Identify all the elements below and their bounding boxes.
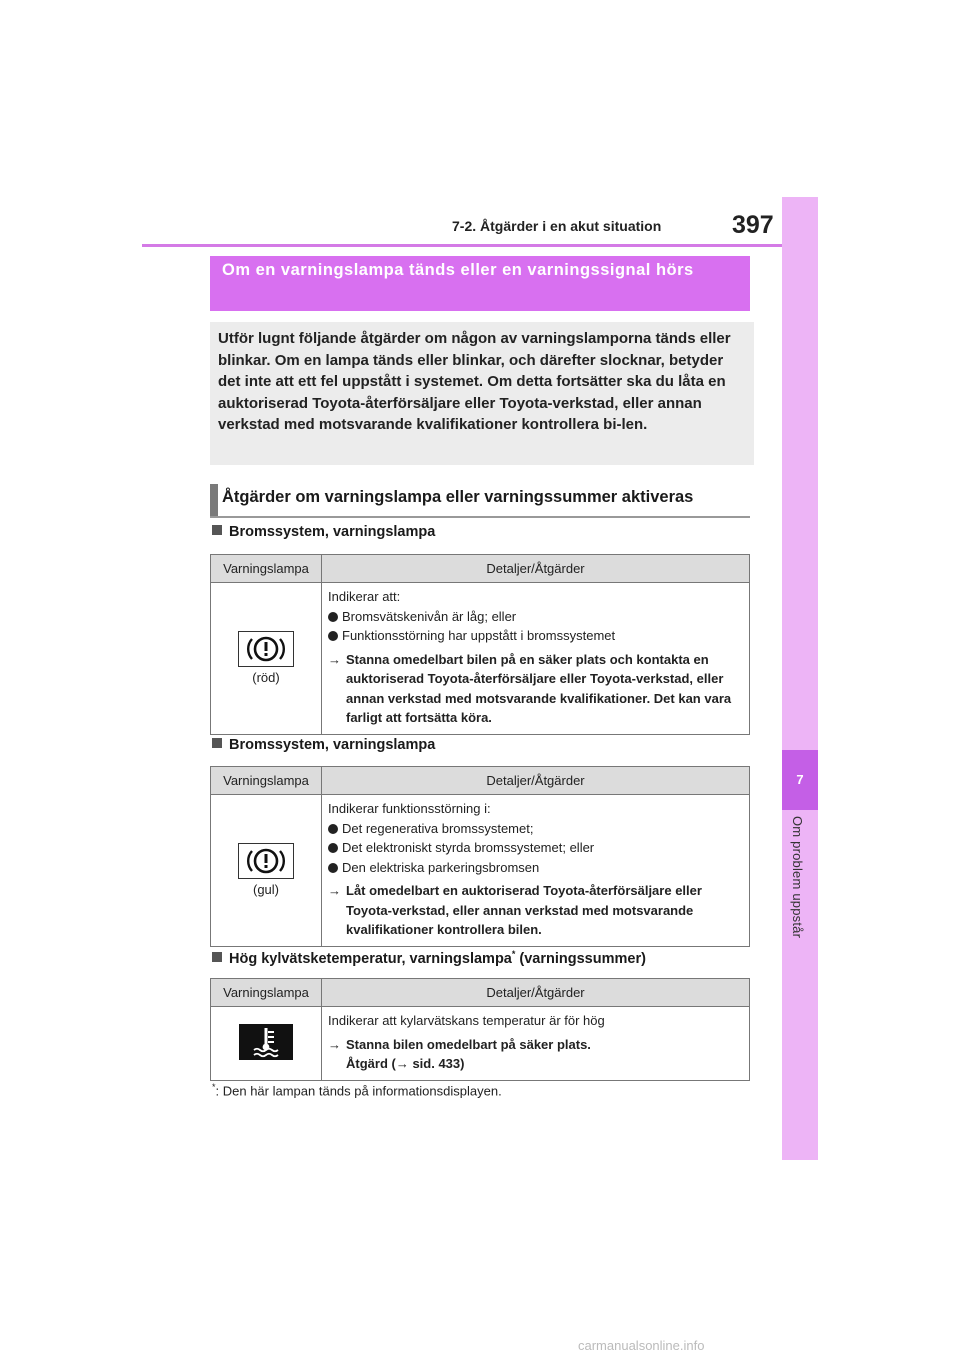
subsection-bar [210,484,218,516]
arrow-icon: → [328,883,341,898]
details-cell [322,583,750,735]
chapter-tab-number: 7 [796,772,804,787]
chapter-side-label: Om problem uppstår [790,816,805,939]
coolant-temperature-icon [239,1024,293,1060]
bullet-icon [328,631,338,641]
watermark: carmanualsonline.info [578,1338,705,1353]
bullet-icon [328,843,338,853]
col-header-lamp: Varningslampa [211,555,322,583]
details-cell [322,1007,750,1081]
col-header-details: Detaljer/Åtgärder [322,767,750,795]
lamp-cell [211,795,322,947]
list-item: Det regenerativa bromssystemet; [328,819,743,839]
col-header-details: Detaljer/Åtgärder [322,979,750,1007]
details-lead: Indikerar att: [328,589,401,604]
footnote-text: : Den här lampan tänds på informationsdisplayen. [215,1083,502,1099]
warning-table [210,978,750,1081]
intro-text: Utför lugnt följande åtgärder om någon av varningslamporna tänds eller blinkar. Om en lampa tänds eller blinkar, och därefter slocknar, betyder det inte att ett fel uppstått i systemet. Om detta fortsätter ska du låta en auktoriserad Toyota-återförsäljare eller Toyota-verkstad, eller annan verkstad med motsvarande kvalifikationer kontrollera bi-len. [218,330,731,433]
action-text: → Stanna bilen omedelbart på säker plats. [328,1035,743,1055]
details-cell [322,795,750,947]
block-heading-text: Bromssystem, varningslampa [229,737,436,753]
square-bullet-icon [212,525,222,535]
header-divider [142,244,782,247]
warning-table [210,554,750,735]
footnote-mark: * [212,1082,216,1092]
chapter-title: 7-2. Åtgärder i en akut situation [452,218,662,234]
arrow-icon: → [328,1036,341,1052]
section-title: Om en varningslampa tänds eller en varningssignal hörs [222,261,694,279]
subsection-title: Åtgärder om varningslampa eller varningssummer aktiveras [222,488,694,506]
block-heading [212,737,435,753]
bullet-icon [328,612,338,622]
block-heading: Hög kylvätsketemperatur, varningslampa* (varningssummer) [212,949,646,967]
brake-warning-icon [238,843,294,879]
block-heading-text: Hög kylvätsketemperatur, varningslampa [229,950,512,967]
details-lead: Indikerar att kylarvätskans temperatur är för hög [328,1013,605,1028]
subsection-underline [210,516,750,518]
square-bullet-icon [212,952,222,962]
warning-table [210,766,750,947]
lamp-cell [211,583,322,735]
block-heading [212,524,435,540]
bullet-icon [328,863,338,873]
lamp-cell [211,1007,322,1081]
block-heading-text: Bromssystem, varningslampa [229,524,436,540]
brake-warning-icon [238,631,294,667]
col-header-details: Detaljer/Åtgärder [322,555,750,583]
action-reference[interactable]: Åtgärd (→ sid. 433) [346,1056,465,1071]
arrow-icon: → [328,651,341,667]
side-strip [782,197,818,1160]
list-item: Funktionsstörning har uppstått i bromssystemet [328,626,743,646]
page-number: 397 [732,211,774,239]
col-header-lamp: Varningslampa [211,767,322,795]
square-bullet-icon [212,738,222,748]
list-item: Den elektriska parkeringsbromsen [328,858,743,878]
footnote [212,1082,502,1098]
action-text: → Låt omedelbart en auktoriserad Toyota-återförsäljare eller Toyota-verkstad, eller annan verkstad med motsvarande kvalifikationer kontrollera bilen. [328,881,743,940]
lamp-caption: (gul) [252,882,279,898]
bullet-icon [328,824,338,834]
action-text: → Stanna omedelbart bilen på en säker plats och kontakta en auktoriserad Toyota-återförsäljare eller Toyota-verkstad, eller annan verkstad med motsvarande kvalifikationer. Det kan vara farligt att fortsätta köra. [328,650,743,728]
details-lead: Indikerar funktionsstörning i: [328,801,491,816]
lamp-caption: (röd) [252,670,280,686]
list-item: Det elektroniskt styrda bromssystemet; eller [328,838,743,858]
list-item: Bromsvätskenivån är låg; eller [328,607,743,627]
footnote-marker: * [511,949,516,959]
col-header-lamp: Varningslampa [211,979,322,1007]
